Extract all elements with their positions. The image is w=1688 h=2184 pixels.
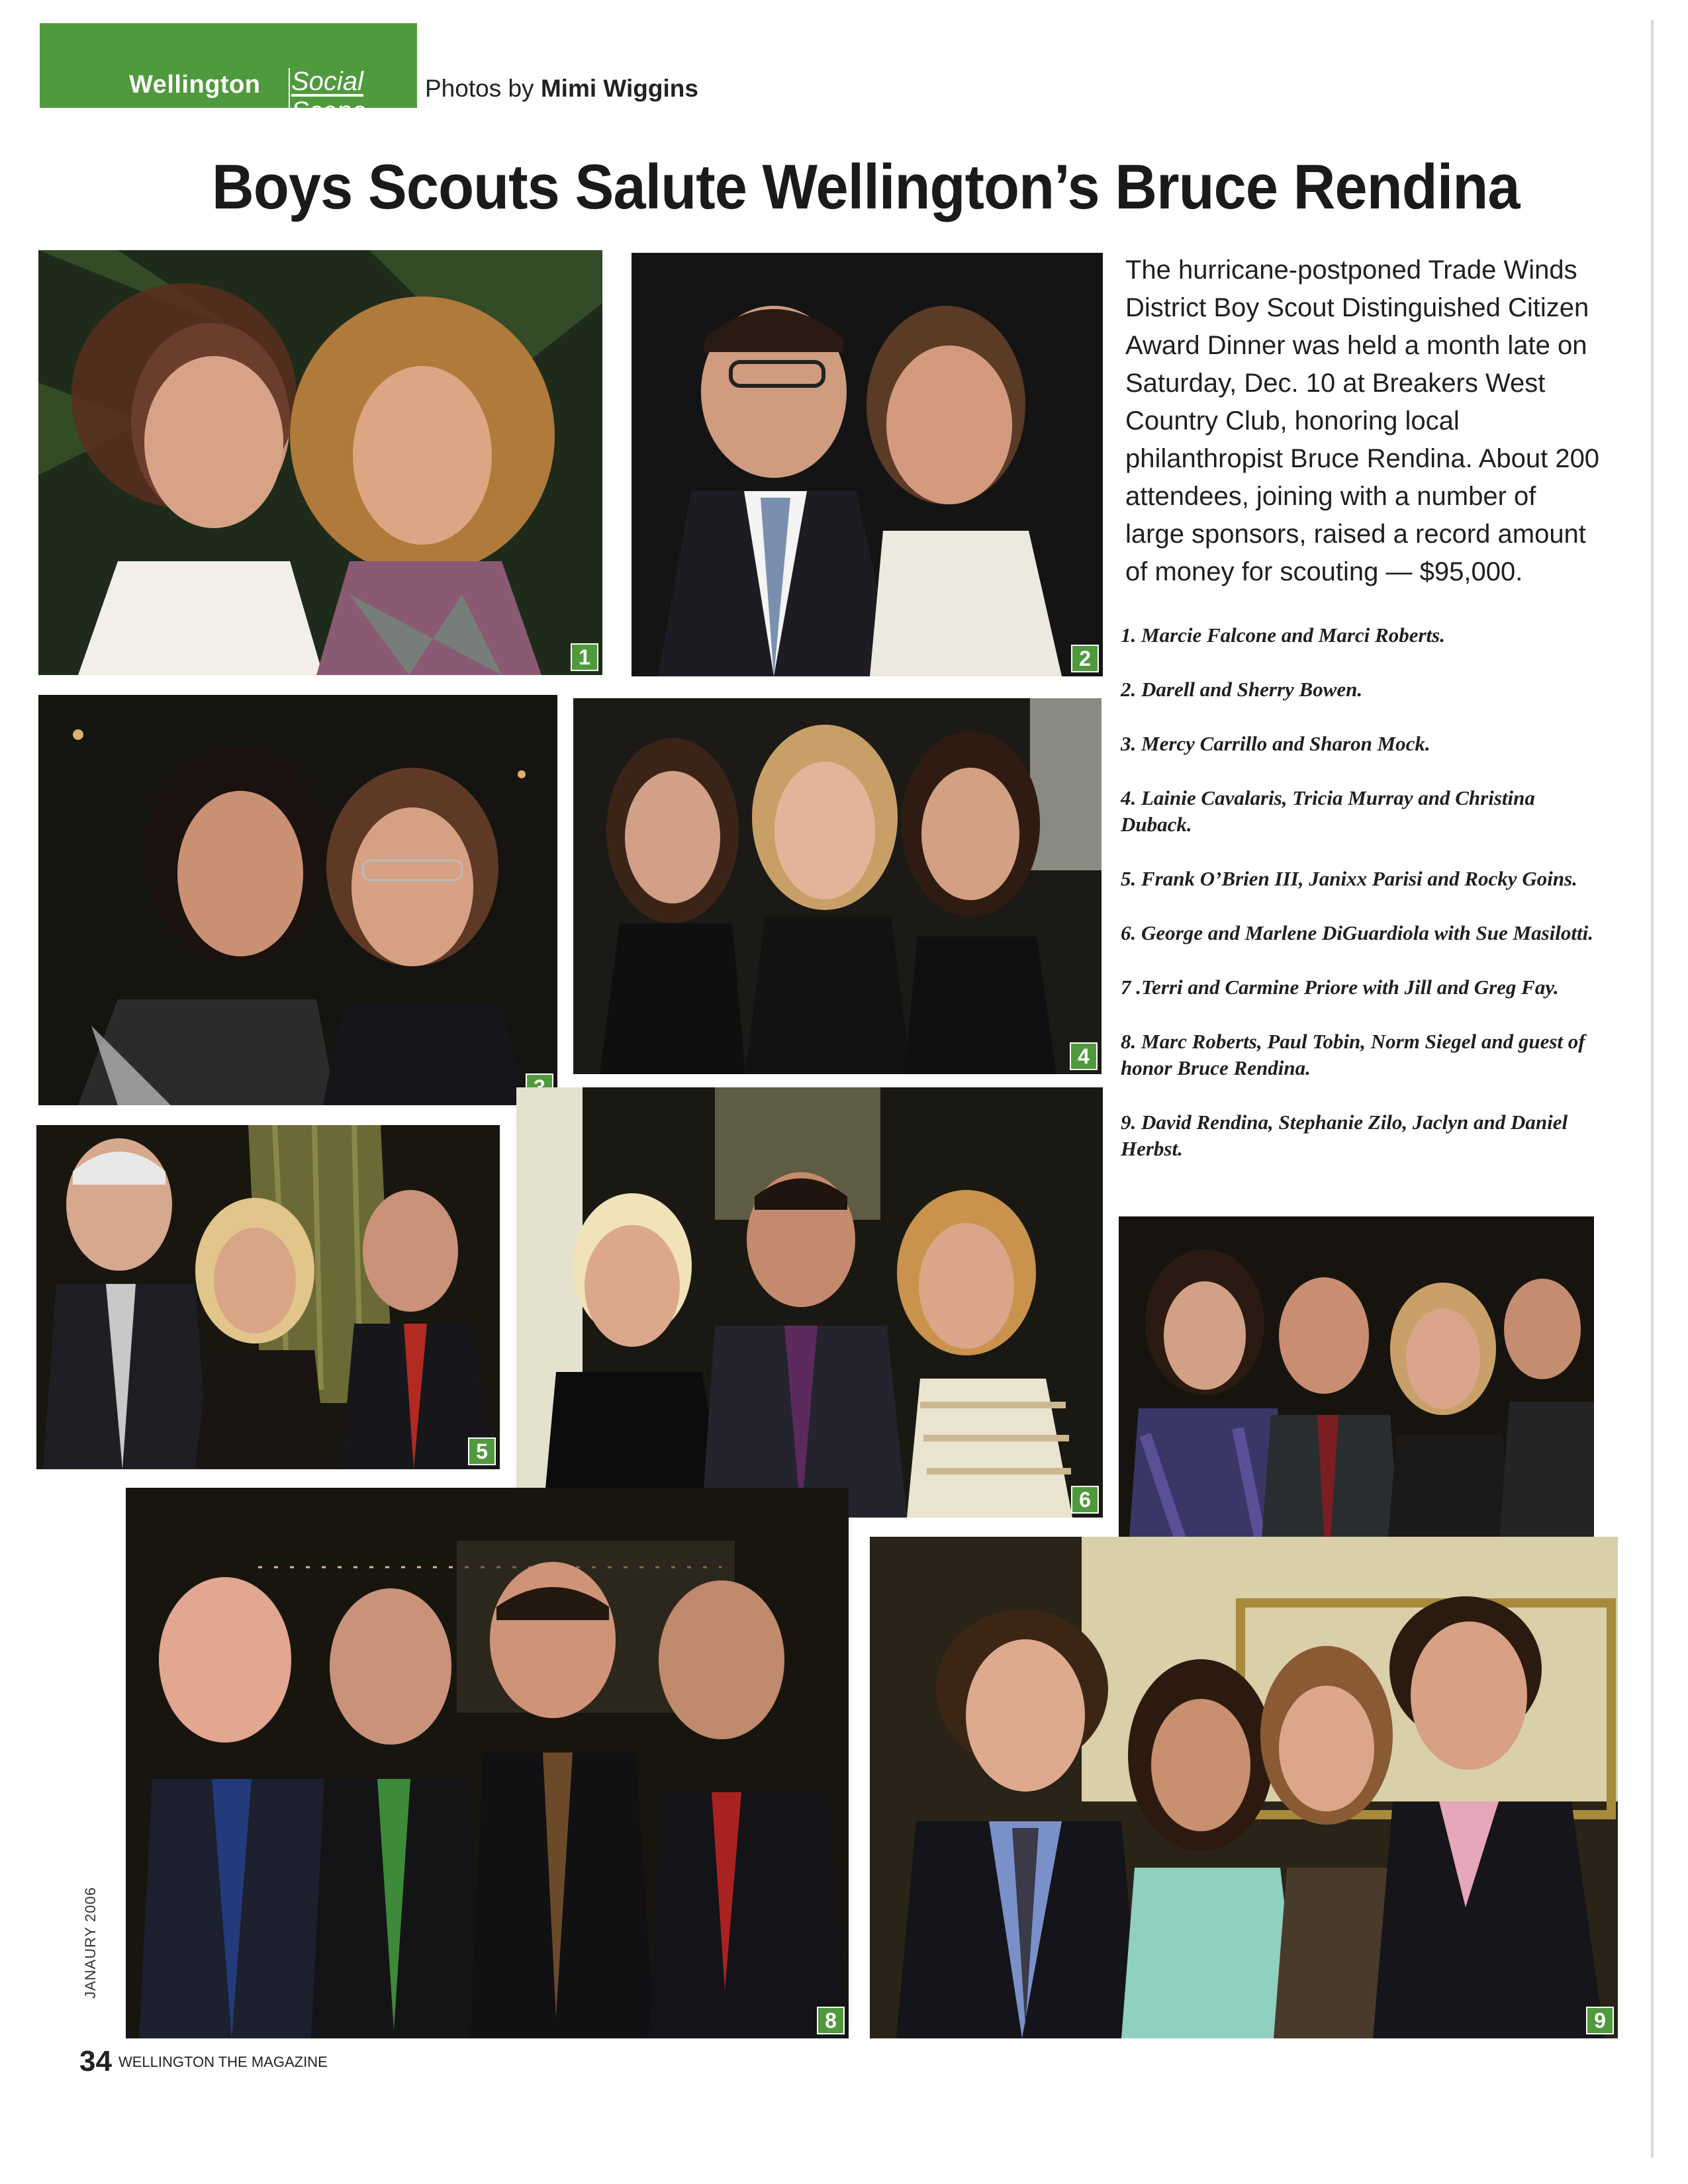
photo-1-number: 1 — [571, 643, 598, 671]
photo-5-image — [36, 1125, 500, 1469]
photo-credit-prefix: Photos by — [425, 75, 534, 102]
caption-6: 6. George and Marlene DiGuardiola with Sue Masilotti. — [1121, 921, 1593, 944]
magazine-name: WELLINGTON THE MAGAZINE — [118, 2054, 328, 2070]
photo-3 — [38, 695, 557, 1105]
photo-1 — [38, 250, 602, 675]
photo-8-image — [126, 1488, 849, 2038]
photo-5 — [36, 1125, 500, 1469]
photo-4-image — [573, 698, 1102, 1074]
photo-9 — [870, 1537, 1618, 2038]
page-edge — [1651, 20, 1654, 2158]
folio — [79, 2045, 328, 2078]
caption-5: 5. Frank O’Brien III, Janixx Parisi and Rocky Goins. — [1121, 867, 1577, 890]
photo-6-image — [516, 1087, 1103, 1518]
section-brand: Wellington — [129, 71, 261, 99]
issue-date: JANAURY 2006 — [82, 1887, 99, 1999]
headline: Boys Scouts Salute Wellington’s Bruce Rendina — [212, 152, 1520, 222]
photo-captions — [1121, 622, 1597, 1190]
photo-3-image — [38, 695, 557, 1105]
photo-7-image — [1119, 1216, 1594, 1592]
photo-2-image — [632, 253, 1103, 676]
caption-4: 4. Lainie Cavalaris, Tricia Murray and Christina Duback. — [1121, 786, 1535, 836]
photo-9-image — [870, 1537, 1618, 2038]
section-header-bar — [40, 23, 417, 126]
caption-2: 2. Darell and Sherry Bowen. — [1121, 678, 1363, 701]
photo-9-number: 9 — [1586, 2007, 1614, 2034]
photo-2-number: 2 — [1071, 645, 1099, 672]
photo-7 — [1119, 1216, 1594, 1592]
caption-8: 8. Marc Roberts, Paul Tobin, Norm Siegel and guest of honor Bruce Rendina. — [1121, 1030, 1585, 1079]
photo-4 — [573, 698, 1102, 1074]
section-name: Social Scene — [291, 67, 367, 126]
photo-6 — [516, 1087, 1103, 1518]
photo-6-number: 6 — [1071, 1486, 1099, 1514]
caption-1: 1. Marcie Falcone and Marci Roberts. — [1121, 623, 1445, 647]
photo-8-number: 8 — [817, 2007, 845, 2034]
caption-7: 7 .Terri and Carmine Priore with Jill and Greg Fay. — [1121, 976, 1559, 999]
header-divider — [289, 68, 290, 128]
photo-4-number: 4 — [1070, 1042, 1098, 1070]
photo-credit — [425, 75, 698, 103]
photo-8 — [126, 1488, 849, 2038]
caption-9: 9. David Rendina, Stephanie Zilo, Jaclyn and Daniel Herbst. — [1121, 1111, 1568, 1160]
intro-paragraph: The hurricane-postponed Trade Winds District Boy Scout Distinguished Citizen Award Dinner was held a month late on Saturday, Dec. 10 at Breakers West Country Club, honoring local philanthropist Bruce Rendina. About 200 attendees, joining with a number of large sponsors, raised a record amount of money for scouting — $95,000. — [1125, 255, 1600, 586]
photographer-name: Mimi Wiggins — [540, 75, 698, 102]
photo-1-image — [38, 250, 602, 675]
photo-5-number: 5 — [468, 1437, 496, 1465]
caption-3: 3. Mercy Carrillo and Sharon Mock. — [1121, 732, 1430, 755]
photo-2 — [632, 253, 1103, 676]
page-number: 34 — [79, 2045, 112, 2077]
